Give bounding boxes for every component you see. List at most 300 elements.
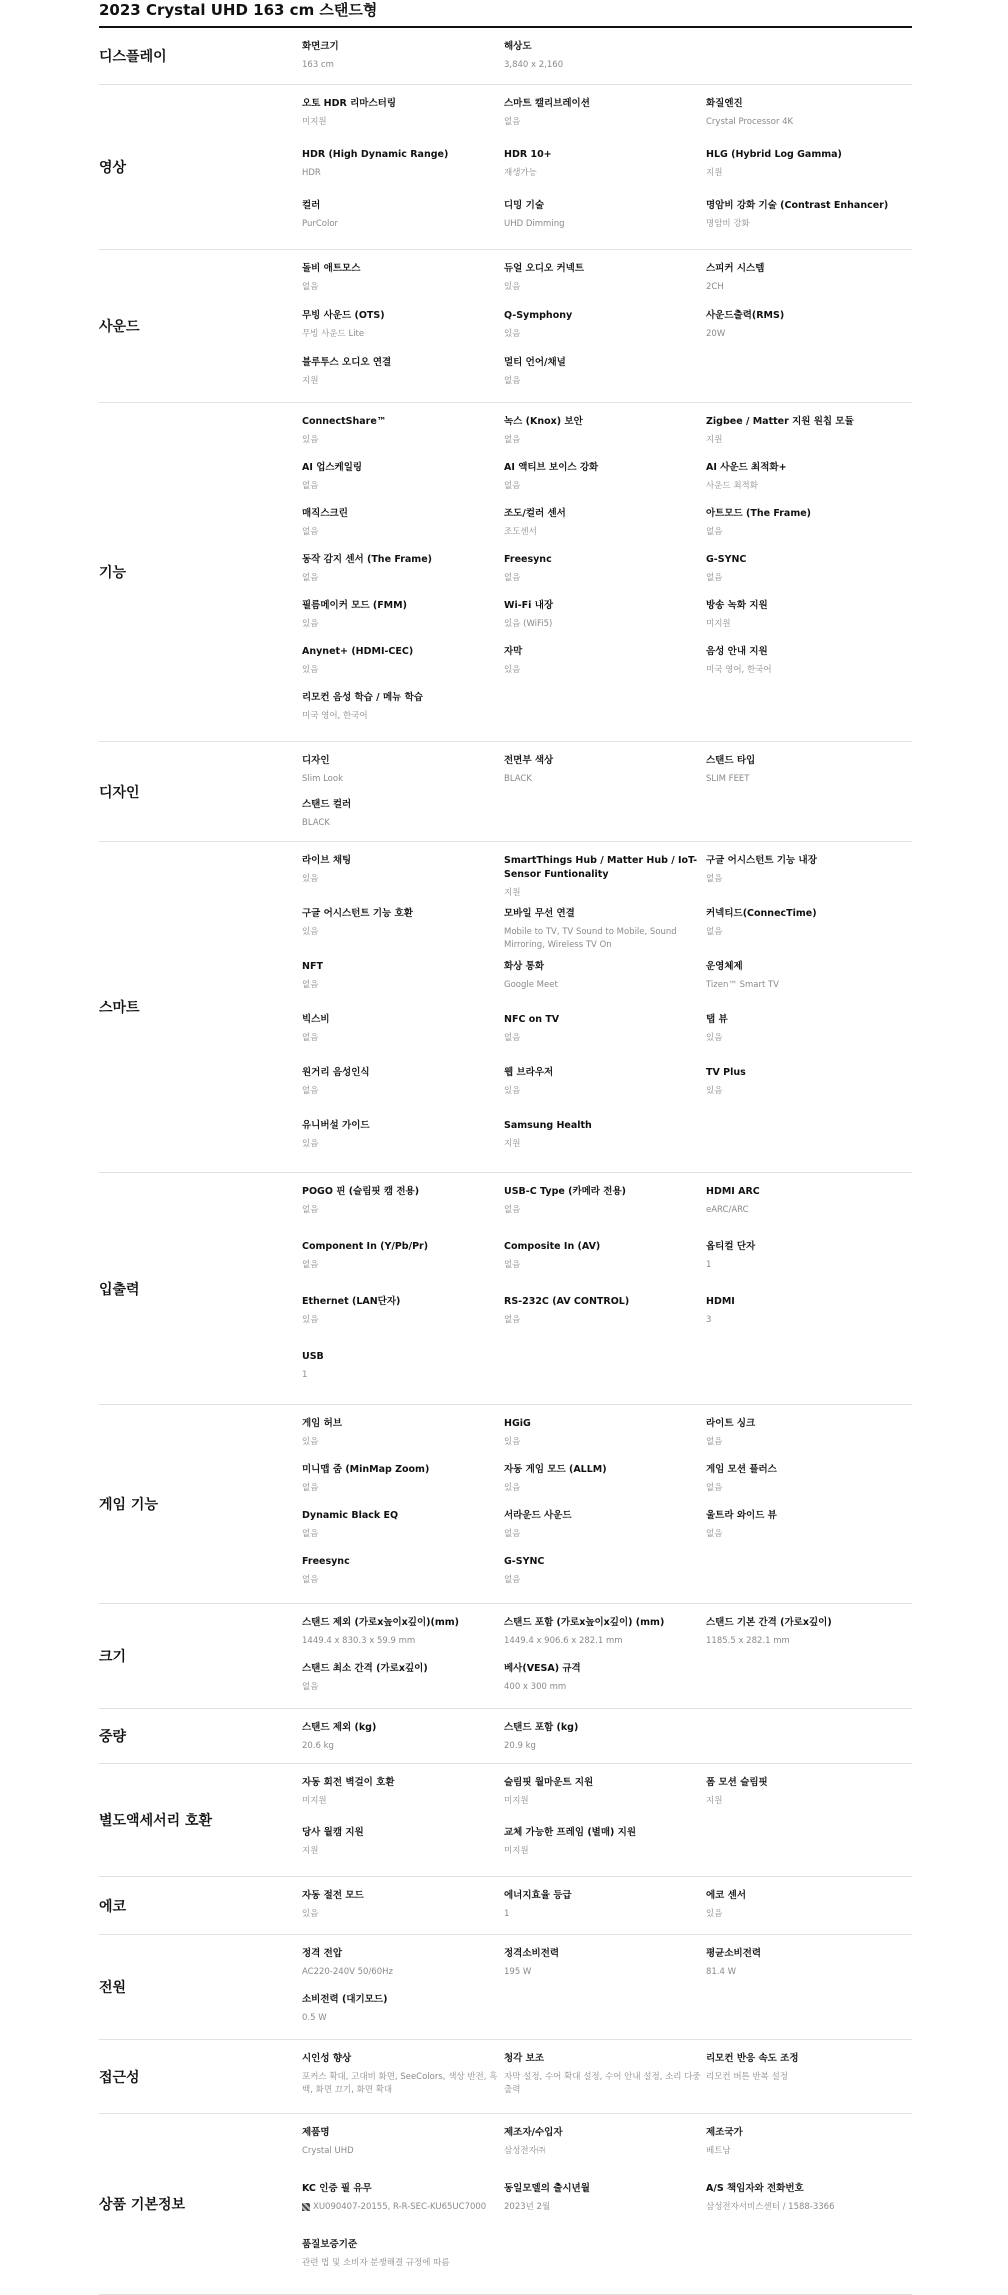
- spec-label: 자동 절전 모드: [302, 1890, 364, 1901]
- spec-value: 있음: [302, 1315, 319, 1325]
- page-title: 2023 Crystal UHD 163 cm 스탠드형: [99, 0, 912, 28]
- spec-value: 81.4 W: [706, 1967, 737, 1977]
- spec-value: 없음: [302, 573, 319, 583]
- spec-item: [504, 1415, 706, 1461]
- spec-item: [504, 1553, 706, 1599]
- spec-grid: [302, 1887, 912, 1933]
- spec-item: [302, 1991, 504, 2037]
- spec-label: 당사 월캠 지원: [302, 1827, 364, 1838]
- spec-value: 있음: [302, 435, 319, 445]
- spec-section: [99, 1935, 912, 2040]
- spec-value: 없음: [706, 527, 723, 537]
- spec-value: 조도센서: [504, 527, 537, 537]
- spec-label: 방송 녹화 지원: [706, 600, 768, 611]
- spec-label: HDR (High Dynamic Range): [302, 149, 449, 160]
- spec-label: 평균소비전력: [706, 1948, 762, 1959]
- spec-label: 컬러: [302, 200, 321, 211]
- spec-label: 웹 브라우저: [504, 1067, 554, 1078]
- spec-section: [99, 403, 912, 742]
- spec-value: 없음: [504, 1033, 521, 1043]
- spec-value: 베트남: [706, 2146, 731, 2156]
- spec-value: 무빙 사운드 Lite: [302, 329, 365, 339]
- spec-item: [504, 1461, 706, 1507]
- section-title: 접근성: [99, 2069, 140, 2086]
- kc-mark-icon: [302, 2203, 310, 2211]
- spec-item: [706, 852, 908, 905]
- spec-section: [99, 28, 912, 85]
- spec-item: [504, 643, 706, 689]
- spec-label: 탭 뷰: [706, 1014, 728, 1025]
- spec-label: 구글 어시스턴트 기능 내장: [706, 855, 817, 866]
- spec-item: [504, 1660, 706, 1706]
- spec-value: 1: [302, 1370, 308, 1380]
- spec-value: 20.6 kg: [302, 1741, 334, 1751]
- spec-value: Mobile to TV, TV Sound to Mobile, Sound Mirroring, Wireless TV On: [504, 927, 677, 950]
- spec-label: 전면부 색상: [504, 755, 554, 766]
- spec-label: 정격 전압: [302, 1948, 343, 1959]
- spec-label: 에너지효율 등급: [504, 1890, 572, 1901]
- spec-value: eARC/ARC: [706, 1205, 749, 1215]
- spec-label: TV Plus: [706, 1067, 746, 1078]
- spec-label: 스탠드 제외 (가로x높이x깊이)(mm): [302, 1617, 459, 1628]
- spec-item: [302, 643, 504, 689]
- spec-label: 오토 HDR 리마스터링: [302, 98, 397, 109]
- spec-item: [302, 689, 504, 735]
- spec-label: 폼 모션 슬림핏: [706, 1777, 768, 1788]
- spec-item: [302, 1117, 504, 1170]
- spec-item: [706, 307, 908, 354]
- spec-value: 없음: [504, 1575, 521, 1585]
- spec-grid: [302, 38, 912, 83]
- spec-label: Ethernet (LAN단자): [302, 1296, 401, 1307]
- spec-item: [302, 905, 504, 958]
- spec-section: [99, 2040, 912, 2114]
- spec-label: 무빙 사운드 (OTS): [302, 310, 385, 321]
- spec-label: Dynamic Black EQ: [302, 1510, 399, 1521]
- spec-item: [706, 95, 908, 146]
- spec-label: 운영체제: [706, 961, 743, 972]
- spec-value: 없음: [504, 1260, 521, 1270]
- spec-label: 게임 허브: [302, 1418, 343, 1429]
- spec-label: 스마트 캘리브레이션: [504, 98, 590, 109]
- spec-item: [302, 1064, 504, 1117]
- spec-label: 디밍 기술: [504, 200, 545, 211]
- spec-label: AI 사운드 최적화+: [706, 462, 787, 473]
- spec-label: 스탠드 기본 간격 (가로x깊이): [706, 1617, 832, 1628]
- spec-item: [302, 852, 504, 905]
- spec-value: Crystal Processor 4K: [706, 117, 794, 127]
- spec-item: [504, 905, 706, 958]
- spec-value: 미지원: [504, 1796, 529, 1806]
- spec-label: 화상 통화: [504, 961, 545, 972]
- spec-item: [504, 1507, 706, 1553]
- spec-item: [706, 260, 908, 307]
- spec-item: [302, 1415, 504, 1461]
- spec-grid: [302, 752, 912, 840]
- spec-value: 없음: [302, 1086, 319, 1096]
- spec-value: 없음: [504, 481, 521, 491]
- spec-value: 없음: [302, 282, 319, 292]
- section-title: 사운드: [99, 319, 140, 335]
- spec-grid: [302, 852, 912, 1170]
- spec-value: 없음: [504, 117, 521, 127]
- spec-item: [302, 1660, 504, 1706]
- spec-label: AI 액티브 보이스 강화: [504, 462, 599, 473]
- spec-label: HDMI: [706, 1296, 735, 1307]
- spec-label: 리모컨 반응 속도 조정: [706, 2053, 799, 2064]
- spec-label: 아트모드 (The Frame): [706, 508, 812, 519]
- spec-label: 필름메이커 모드 (FMM): [302, 600, 407, 611]
- spec-item: [706, 1945, 908, 1991]
- spec-item: [504, 1719, 706, 1762]
- spec-section: [99, 842, 912, 1173]
- spec-item: [504, 354, 706, 401]
- spec-item: [504, 1945, 706, 1991]
- spec-value: 미국 영어, 한국어: [706, 665, 772, 675]
- spec-section: [99, 1709, 912, 1764]
- spec-section: [99, 1604, 912, 1709]
- spec-label: SmartThings Hub / Matter Hub / IoT-Sensor Funtionality: [504, 855, 698, 880]
- section-title: 디스플레이: [99, 49, 167, 65]
- spec-item: [302, 260, 504, 307]
- spec-value: 1449.4 x 830.3 x 59.9 mm: [302, 1636, 416, 1646]
- spec-item: [302, 1614, 504, 1660]
- spec-item: [302, 146, 504, 197]
- spec-label: 원거리 음성인식: [302, 1067, 370, 1078]
- spec-value: Slim Look: [302, 774, 344, 784]
- spec-item: [706, 459, 908, 505]
- spec-label: Freesync: [302, 1556, 350, 1567]
- spec-value: 없음: [504, 376, 521, 386]
- spec-label: 동작 감지 센서 (The Frame): [302, 554, 432, 565]
- spec-value: 없음: [504, 1529, 521, 1539]
- spec-item: [302, 1293, 504, 1348]
- spec-label: 스탠드 컬러: [302, 799, 352, 810]
- spec-value: 지원: [504, 888, 521, 898]
- spec-value: 없음: [706, 1529, 723, 1539]
- spec-label: 멀티 언어/채널: [504, 357, 566, 368]
- spec-value: AC220-240V 50/60Hz: [302, 1967, 393, 1977]
- spec-item: [504, 413, 706, 459]
- spec-item: [302, 958, 504, 1011]
- spec-value: 2CH: [706, 282, 724, 292]
- spec-value: 있음: [504, 282, 521, 292]
- spec-label: 유니버설 가이드: [302, 1120, 370, 1131]
- spec-value: 2023년 2월: [504, 2202, 551, 2212]
- spec-item: [706, 1614, 908, 1660]
- spec-label: 서라운드 사운드: [504, 1510, 572, 1521]
- spec-page: [99, 0, 912, 2295]
- spec-label: NFT: [302, 961, 323, 972]
- spec-item: [302, 752, 504, 796]
- spec-value: 없음: [706, 1437, 723, 1447]
- spec-item: [504, 38, 706, 83]
- spec-label: 라이트 싱크: [706, 1418, 756, 1429]
- spec-value: 미국 영어, 한국어: [302, 711, 368, 721]
- spec-item: [504, 852, 706, 905]
- spec-label: 화질엔진: [706, 98, 743, 109]
- spec-value: 없음: [706, 1483, 723, 1493]
- spec-value: 없음: [302, 1033, 319, 1043]
- spec-label: NFC on TV: [504, 1014, 560, 1025]
- spec-label: KC 인증 필 유무: [302, 2183, 372, 2194]
- spec-item: [302, 551, 504, 597]
- spec-item: [504, 1614, 706, 1660]
- spec-value: 195 W: [504, 1967, 532, 1977]
- spec-value: 있음: [504, 665, 521, 675]
- spec-item: [302, 1461, 504, 1507]
- spec-value: 지원: [706, 1796, 723, 1806]
- spec-item: [706, 1238, 908, 1293]
- spec-item: [504, 2050, 706, 2112]
- spec-item: [706, 1415, 908, 1461]
- spec-label: 제조자/수입자: [504, 2127, 563, 2138]
- spec-label: 스탠드 제외 (kg): [302, 1722, 377, 1733]
- spec-item: [504, 95, 706, 146]
- spec-label: USB-C Type (카메라 전용): [504, 1186, 626, 1197]
- spec-item: [706, 643, 908, 689]
- spec-value: 있음: [302, 874, 319, 884]
- spec-item: [302, 1824, 504, 1874]
- section-title: 전원: [99, 1980, 127, 1996]
- spec-section: [99, 2114, 912, 2295]
- spec-item: [302, 413, 504, 459]
- spec-value: 3,840 x 2,160: [504, 60, 564, 70]
- spec-item: [302, 1553, 504, 1599]
- spec-item: [302, 597, 504, 643]
- spec-item: [504, 551, 706, 597]
- spec-section: [99, 742, 912, 842]
- spec-item: [504, 1183, 706, 1238]
- spec-grid: [302, 1719, 912, 1762]
- section-title: 게임 기능: [99, 1497, 158, 1513]
- section-title: 디자인: [99, 784, 140, 801]
- spec-item: [706, 197, 908, 248]
- spec-label: 슬림핏 월마운트 지원: [504, 1777, 594, 1788]
- spec-item: [504, 459, 706, 505]
- spec-value: 있음: [504, 1483, 521, 1493]
- spec-item: [302, 1011, 504, 1064]
- spec-label: 스탠드 포함 (가로x높이x깊이) (mm): [504, 1617, 665, 1628]
- spec-value: 없음: [706, 927, 723, 937]
- spec-item: [302, 1348, 504, 1403]
- spec-label: 라이브 채팅: [302, 855, 352, 866]
- spec-item: [504, 1293, 706, 1348]
- spec-item: [504, 1064, 706, 1117]
- spec-value: 있음 (WiFi5): [504, 619, 553, 629]
- spec-value: 있음: [302, 665, 319, 675]
- spec-section: [99, 1877, 912, 1935]
- section-title: 상품 기본정보: [99, 2197, 186, 2213]
- spec-label: Zigbee / Matter 지원 원칩 모듈: [706, 416, 854, 427]
- spec-value: Google Meet: [504, 980, 558, 990]
- spec-item: [302, 1183, 504, 1238]
- spec-item: [302, 2124, 504, 2180]
- spec-item: [302, 1887, 504, 1933]
- spec-item: [302, 95, 504, 146]
- spec-item: [504, 260, 706, 307]
- spec-label: 교체 가능한 프레임 (별매) 지원: [504, 1827, 637, 1838]
- spec-item: [302, 1774, 504, 1824]
- spec-item: [302, 197, 504, 248]
- spec-label: 시인성 향상: [302, 2053, 352, 2064]
- spec-item: [706, 146, 908, 197]
- spec-label: 돌비 애트모스: [302, 263, 361, 274]
- spec-value: 20W: [706, 329, 726, 339]
- spec-value: 리모컨 버튼 반복 설정: [706, 2072, 789, 2082]
- spec-item: [706, 1293, 908, 1348]
- spec-label: 명암비 강화 기술 (Contrast Enhancer): [706, 200, 889, 211]
- spec-value: Tizen™ Smart TV: [706, 980, 779, 990]
- spec-label: 자막: [504, 646, 523, 657]
- spec-label: 제품명: [302, 2127, 330, 2138]
- spec-item: [302, 796, 504, 840]
- spec-value: 있음: [706, 1086, 723, 1096]
- spec-item: [706, 958, 908, 1011]
- spec-grid: [302, 2050, 912, 2112]
- spec-label: AI 업스케일링: [302, 462, 363, 473]
- spec-label: Component In (Y/Pb/Pr): [302, 1241, 429, 1252]
- spec-value: 자막 설정, 수어 확대 설정, 수어 안내 설정, 소리 다중출력: [504, 2072, 701, 2095]
- spec-item: [706, 905, 908, 958]
- spec-item: [504, 197, 706, 248]
- spec-item: [706, 1774, 908, 1824]
- spec-value: 없음: [504, 1205, 521, 1215]
- spec-label: 녹스 (Knox) 보안: [504, 416, 583, 427]
- spec-item: [706, 597, 908, 643]
- spec-label: 커넥티드(ConnecTime): [706, 908, 817, 919]
- spec-label: POGO 핀 (슬림핏 캠 전용): [302, 1186, 420, 1197]
- spec-value: 있음: [302, 1437, 319, 1447]
- spec-item: [302, 1719, 504, 1762]
- spec-value: 없음: [302, 1682, 319, 1692]
- spec-value: XU090407-20155, R-R-SEC-KU65UC7000: [302, 2201, 504, 2214]
- spec-value: 삼성전자㈜: [504, 2146, 546, 2156]
- spec-value: 있음: [706, 1909, 723, 1919]
- spec-value: 1185.5 x 282.1 mm: [706, 1636, 790, 1646]
- spec-value: SLIM FEET: [706, 774, 750, 784]
- section-title: 기능: [99, 565, 127, 581]
- spec-item: [504, 597, 706, 643]
- spec-label: HDR 10+: [504, 149, 552, 160]
- spec-item: [504, 2124, 706, 2180]
- spec-label: Composite In (AV): [504, 1241, 601, 1252]
- spec-label: 품질보증기준: [302, 2239, 358, 2250]
- spec-label: 스탠드 최소 간격 (가로x깊이): [302, 1663, 428, 1674]
- spec-label: 정격소비전력: [504, 1948, 560, 1959]
- spec-value: HDR: [302, 168, 321, 178]
- section-title: 입출력: [99, 1281, 140, 1298]
- spec-value: 포커스 확대, 고대비 화면, SeeColors, 색상 반전, 흑백, 화면 끄기, 화면 확대: [302, 2072, 498, 2095]
- spec-value: 3: [706, 1315, 712, 1325]
- spec-value: 지원: [302, 1846, 319, 1856]
- spec-label: HGiG: [504, 1418, 531, 1429]
- spec-label: Samsung Health: [504, 1120, 592, 1131]
- spec-label: Wi-Fi 내장: [504, 600, 554, 611]
- spec-value: PurColor: [302, 219, 339, 229]
- spec-label: 매직스크린: [302, 508, 348, 519]
- spec-section: [99, 85, 912, 250]
- spec-value: 지원: [302, 376, 319, 386]
- spec-section: [99, 1405, 912, 1604]
- spec-label: 자동 게임 모드 (ALLM): [504, 1464, 607, 1475]
- spec-value: 지원: [706, 168, 723, 178]
- spec-label: 스피커 시스템: [706, 263, 765, 274]
- spec-value: 미지원: [504, 1846, 529, 1856]
- spec-item: [706, 752, 908, 796]
- spec-item: [706, 1507, 908, 1553]
- spec-item: [504, 1011, 706, 1064]
- spec-label: 청각 보조: [504, 2053, 545, 2064]
- spec-label: 소비전력 (대기모드): [302, 1994, 388, 2005]
- spec-value: 없음: [302, 1205, 319, 1215]
- spec-label: 옵티컬 단자: [706, 1241, 756, 1252]
- spec-item: [302, 2180, 504, 2236]
- spec-label: 스탠드 타입: [706, 755, 756, 766]
- spec-label: Q-Symphony: [504, 310, 573, 321]
- spec-label: 스탠드 포함 (kg): [504, 1722, 579, 1733]
- spec-value: 사운드 최적화: [706, 481, 758, 491]
- spec-value: 없음: [504, 573, 521, 583]
- spec-item: [706, 551, 908, 597]
- spec-value: 없음: [706, 573, 723, 583]
- spec-value: Crystal UHD: [302, 2146, 354, 2156]
- spec-value: 없음: [504, 1315, 521, 1325]
- spec-section: [99, 1764, 912, 1877]
- spec-value: 1: [706, 1260, 712, 1270]
- spec-label: A/S 책임자와 전화번호: [706, 2183, 804, 2194]
- spec-label: G-SYNC: [504, 1556, 545, 1567]
- spec-label: 게임 모션 플러스: [706, 1464, 777, 1475]
- spec-item: [302, 459, 504, 505]
- spec-label: 디자인: [302, 755, 330, 766]
- spec-value: 없음: [302, 1260, 319, 1270]
- spec-label: 제조국가: [706, 2127, 743, 2138]
- spec-label: 미니맵 줌 (MinMap Zoom): [302, 1464, 430, 1475]
- spec-item: [706, 413, 908, 459]
- spec-item: [302, 354, 504, 401]
- spec-value: 없음: [302, 1483, 319, 1493]
- spec-item: [706, 2180, 908, 2236]
- spec-value: 미지원: [302, 1796, 327, 1806]
- spec-item: [302, 1507, 504, 1553]
- spec-label: 베사(VESA) 규격: [504, 1663, 581, 1674]
- spec-value: 재생가능: [504, 168, 537, 178]
- spec-item: [504, 307, 706, 354]
- spec-label: Anynet+ (HDMI-CEC): [302, 646, 414, 657]
- spec-label: 자동 회전 벽걸이 호환: [302, 1777, 395, 1788]
- spec-section: [99, 250, 912, 403]
- section-title: 별도액세서리 호환: [99, 1813, 213, 1829]
- spec-label: 사운드출력(RMS): [706, 310, 785, 321]
- spec-item: [706, 505, 908, 551]
- section-title: 중량: [99, 1729, 127, 1745]
- spec-value: 미지원: [302, 117, 327, 127]
- spec-value: 미지원: [706, 619, 731, 629]
- spec-item: [504, 958, 706, 1011]
- spec-label: 화면크기: [302, 41, 339, 52]
- spec-value: BLACK: [504, 774, 532, 784]
- spec-value: 지원: [706, 435, 723, 445]
- spec-grid: [302, 260, 912, 401]
- spec-value: 있음: [504, 1086, 521, 1096]
- spec-value: 없음: [302, 527, 319, 537]
- spec-item: [706, 1183, 908, 1238]
- spec-section: [99, 1173, 912, 1405]
- spec-label: 구글 어시스턴트 기능 호환: [302, 908, 413, 919]
- spec-label: G-SYNC: [706, 554, 747, 565]
- spec-value: UHD Dimming: [504, 219, 565, 229]
